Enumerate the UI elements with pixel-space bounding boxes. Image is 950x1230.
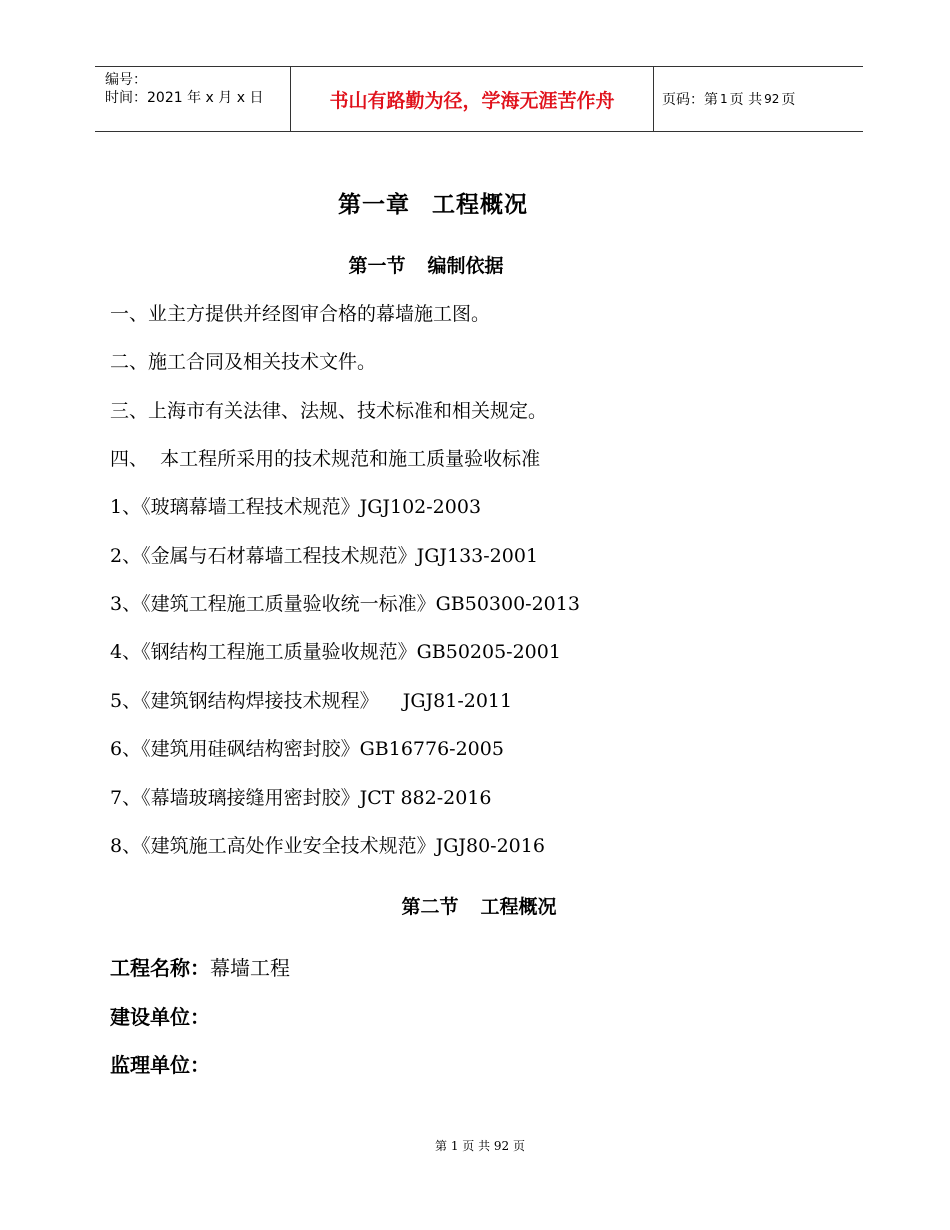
section-name: 编制依据 [427,255,504,277]
list-item: 6、《建筑用硅砜结构密封胶》GB16776-2005 [110,738,504,760]
list-item: 2、《金属与石材幕墙工程技术规范》JGJ133-2001 [110,545,539,567]
section-number: 第二节 [401,896,459,918]
project-name-value: 幕墙工程 [210,956,290,980]
serial-label: 编号： [105,72,147,88]
list-item: 一、业主方提供并经图审合格的幕墙施工图。 [110,303,491,325]
builder-line [110,1001,210,1030]
section-title-basis [0,251,852,278]
page-header [95,66,863,132]
list-item: 二、施工合同及相关技术文件。 [110,351,377,373]
header-meta-cell [95,67,291,131]
builder-label: 建设单位： [110,1005,210,1029]
section-name: 工程概况 [480,896,557,918]
list-item: 5、《建筑钢结构焊接技术规程》 JGJ81-2011 [110,690,513,712]
chapter-title [0,186,866,219]
list-item: 四、 本工程所采用的技术规范和施工质量验收标准 [110,448,541,470]
list-item: 三、上海市有关法律、法规、技术标准和相关规定。 [110,400,548,422]
list-item: 4、《钢结构工程施工质量验收规范》GB50205-2001 [110,641,561,663]
chapter-name: 工程概况 [432,192,528,218]
page-current: 1 [720,92,728,106]
chapter-number: 第一章 [338,192,410,218]
supervisor-label: 监理单位： [110,1053,210,1077]
section-number: 第一节 [348,255,406,277]
project-name-label: 工程名称： [110,956,210,980]
header-page-cell [654,67,863,131]
page-mid: 页 共 [729,92,763,108]
motto-text: 书山有路勤为径，学海无涯苦作舟 [329,89,615,112]
page-prefix: 页码：第 [662,92,718,108]
list-item: 7、《幕墙玻璃接缝用密封胶》JCT 882-2016 [110,787,492,809]
list-item: 3、《建筑工程施工质量验收统一标准》GB50300-2013 [110,593,580,615]
page-suffix: 页 [781,92,796,108]
list-item: 1、《玻璃幕墙工程技术规范》JGJ102-2003 [110,496,482,518]
supervisor-line [110,1049,210,1078]
section-title-overview [0,892,950,919]
list-item: 8、《建筑施工高处作业安全技术规范》JGJ80-2016 [110,835,545,857]
project-name-line [110,952,290,981]
header-motto-cell [291,67,654,131]
page-footer: 第 1 页 共 92 页 [435,1139,525,1153]
page-total: 92 [764,92,780,106]
time-label: 时间：2021 年 x 月 x 日 [105,90,264,106]
